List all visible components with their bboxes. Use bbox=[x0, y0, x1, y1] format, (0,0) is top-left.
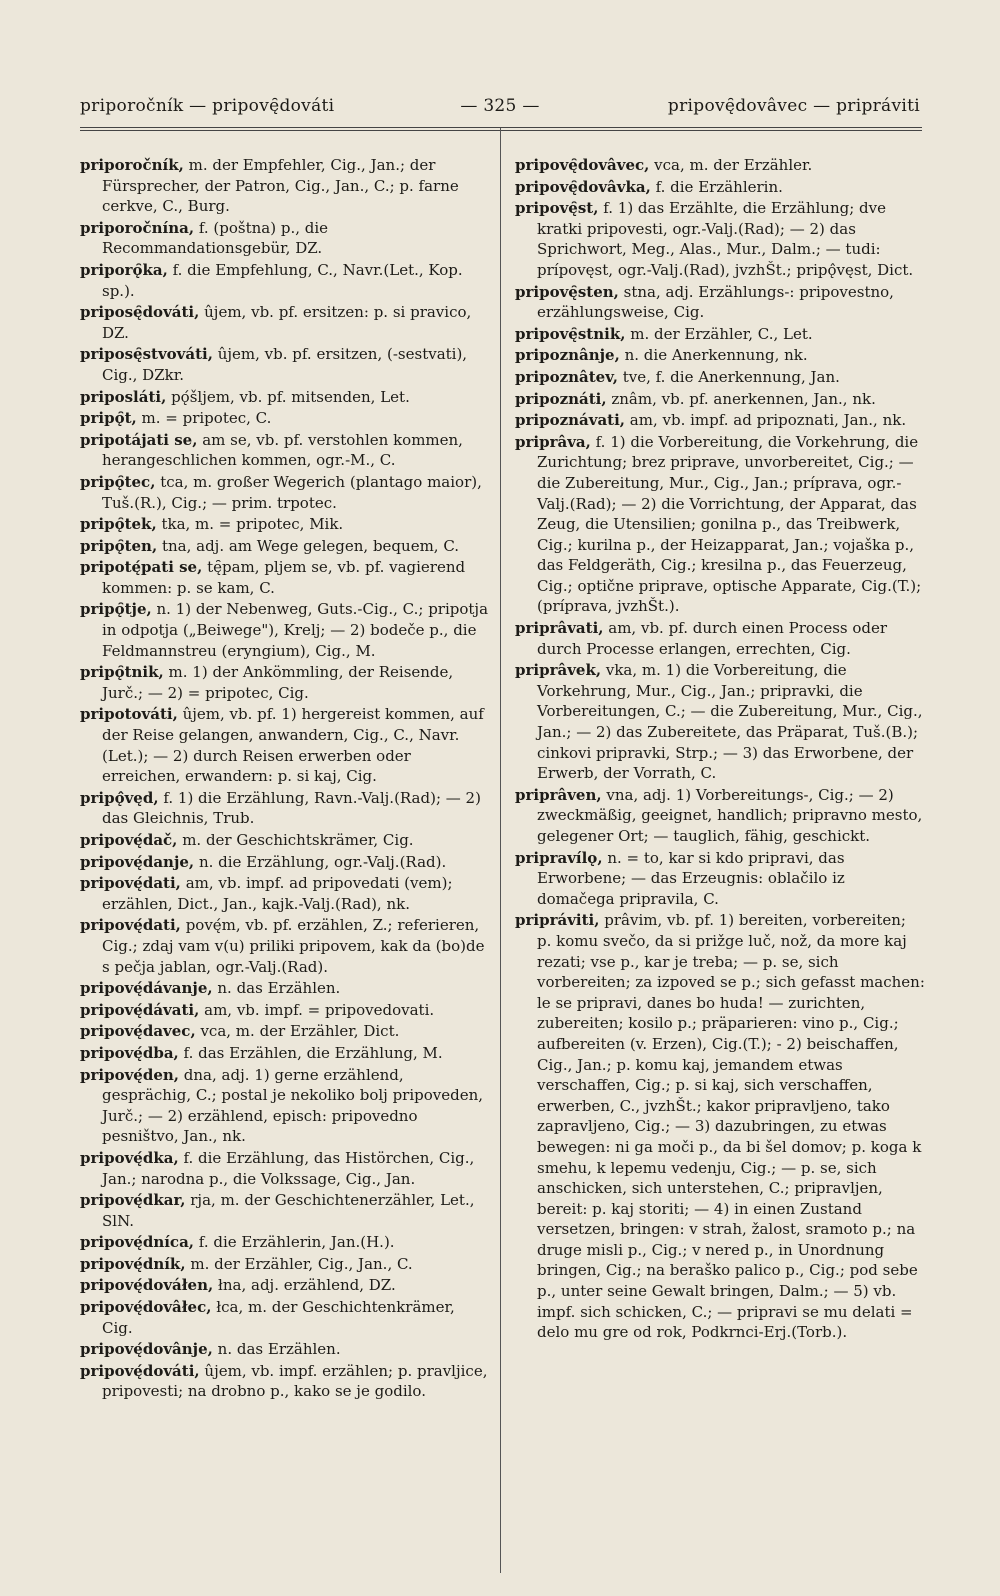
entry-definition: m. = pripotec, C. bbox=[141, 409, 272, 428]
header-rule-top bbox=[80, 127, 922, 128]
entry-headword: priprâva, bbox=[515, 432, 591, 451]
entry-headword: priporǫ̑ka, bbox=[80, 260, 168, 279]
entry-definition: n. 1) der Nebenweg, Guts.-Cig., C.; pripotja in odpotja („Beiwege"), Krelj; — 2) bodeče p., die Feldmannstreu (eryngium), Cig., M. bbox=[102, 600, 489, 660]
dictionary-entry bbox=[515, 177, 925, 198]
dictionary-entry bbox=[80, 1339, 490, 1360]
entry-headword: pripǫ̑tec, bbox=[80, 472, 156, 491]
entry-headword: pripovę́dník, bbox=[80, 1254, 186, 1273]
entry-definition: f. die Erzählerin. bbox=[655, 177, 783, 196]
entry-headword: pripoznânje, bbox=[515, 346, 620, 365]
entry-definition: pǫ́šljem, vb. pf. mitsenden, Let. bbox=[171, 387, 410, 406]
entry-definition: prâvim, vb. pf. 1) bereiten, vorbereiten; p. komu svečo, da si prižge luč, nož, da more kaj rezati; vse p., kar je treba; — p. se, sich vorbereiten; za izpoved se p.; sich gefasst machen: le se pripravi, danes bo huda! — zurichten, zubereiten; kosilo p.; präparieren: vino p., Cig.; aufbereiten (v. Erzen), Cig.(T.); - 2) beischaffen, Cig., Jan.; p. komu kaj, jemandem etwas verschaffen, Cig.; p. si kaj, sich verschaffen, erwerben, C., jvzhŠt.; kakor pripravljeno, tako zapravljeno, Cig.; — 3) dazubringen, zu etwas bewegen: ni ga moči p., da bi šel domov; p. koga k smehu, k lepemu vedenju, Cig.; — p. se, sich anschicken, sich unterstehen, C.; pripravljen, bereit: p. kaj storiti; — 4) in einen Zustand versetzen, bringen: v strah, žalost, sramoto p.; na druge misli p., Cig.; v nered p., in Unordnung bringen, Cig.; na beraško palico p., Cig.; pod sebe p., unter seine Gewalt bringen, Dalm.; — 5) vb. impf. sich schicken, C.; — pripravi se mu delati = delo mu gre od rok, Podkrnci-Erj.(Torb.). bbox=[537, 911, 925, 1342]
dictionary-entry bbox=[80, 1043, 490, 1064]
entry-headword: pripovę̑st, bbox=[515, 199, 599, 218]
entry-definition: f. 1) die Vorbereitung, die Vorkehrung, die Zurichtung; brez priprave, unvorbereitet, Cig.; — die Zubereitung, Mur., Cig., Jan.; príprava, ogr.-Valj.(Rad); — 2) die Vorrichtung, der Apparat, das Zeug, die Utensilien; gonilna p., das Treibwerk, Cig.; kurilna p., der Heizapparat, Jan.; vojaška p., das Feldgeräth, Cig.; kresilna p., das Feuerzeug, Cig.; optične priprave, optische Apparate, Cig.(T.); (príprava, jvzhŠt.). bbox=[537, 432, 922, 616]
entry-headword: pripotájati se, bbox=[80, 430, 198, 449]
entry-headword: pripotováti, bbox=[80, 705, 178, 724]
entry-headword: pripovę́danje, bbox=[80, 852, 195, 871]
dictionary-entry bbox=[80, 1190, 490, 1231]
dictionary-entry bbox=[515, 324, 925, 345]
entry-definition: vna, adj. 1) Vorbereitungs-, Cig.; — 2) zweckmäßig, geeignet, handlich; pripravno mesto, gelegener Ort; — tauglich, fähig, geschickt. bbox=[537, 785, 923, 845]
dictionary-entry bbox=[80, 1297, 490, 1338]
dictionary-entry bbox=[80, 218, 490, 259]
entry-definition: am, vb. impf. = pripovedovati. bbox=[204, 1000, 435, 1019]
dictionary-entry bbox=[80, 260, 490, 301]
entry-definition: m. der Erzähler, C., Let. bbox=[630, 324, 813, 343]
dictionary-entry bbox=[80, 1232, 490, 1253]
entry-headword: priposę̑dováti, bbox=[80, 303, 200, 322]
entry-headword: pripovę́dovânje, bbox=[80, 1340, 213, 1359]
left-column bbox=[80, 155, 490, 1403]
entry-definition: vca, m. der Erzähler, Dict. bbox=[200, 1022, 400, 1041]
dictionary-entry bbox=[80, 1254, 490, 1275]
entry-headword: pripovę̑stnik, bbox=[515, 324, 626, 343]
dictionary-entry bbox=[515, 367, 925, 388]
entry-definition: tka, m. = pripotec, Mik. bbox=[161, 515, 344, 534]
entry-headword: priporočnína, bbox=[80, 218, 195, 237]
entry-definition: znâm, vb. pf. anerkennen, Jan., nk. bbox=[611, 389, 876, 408]
dictionary-entry bbox=[80, 915, 490, 977]
dictionary-entry bbox=[80, 1148, 490, 1189]
entry-headword: pripovę́dba, bbox=[80, 1043, 179, 1062]
dictionary-entry bbox=[80, 662, 490, 703]
dictionary-entry bbox=[80, 155, 490, 217]
dictionary-entry bbox=[80, 1021, 490, 1042]
entry-headword: pripoznávati, bbox=[515, 411, 626, 430]
entry-definition: am se, vb. pf. verstohlen kommen, herangeschlichen kommen, ogr.-M., C. bbox=[102, 430, 463, 470]
dictionary-entry bbox=[515, 432, 925, 617]
header-rule-bottom bbox=[80, 130, 922, 131]
dictionary-entry bbox=[80, 536, 490, 557]
entry-headword: pripráviti, bbox=[515, 911, 600, 930]
dictionary-entry bbox=[80, 830, 490, 851]
running-header bbox=[80, 92, 920, 120]
dictionary-entry bbox=[80, 344, 490, 385]
dictionary-entry bbox=[80, 472, 490, 513]
dictionary-entry bbox=[80, 408, 490, 429]
entry-headword: pripǫ̑tnik, bbox=[80, 663, 164, 682]
dictionary-entry bbox=[80, 873, 490, 914]
entry-definition: f. die Erzählung, das Histörchen, Cig., Jan.; narodna p., die Volkssage, Cig., Jan. bbox=[102, 1148, 475, 1188]
entry-definition: am, vb. pf. durch einen Process oder durch Processe erlangen, errechten, Cig. bbox=[537, 619, 888, 658]
column-divider bbox=[500, 128, 501, 1573]
entry-definition: n. = to, kar si kdo pripravi, das Erworbene; — das Erzeugnis: oblačilo iz domačega pripravila, C. bbox=[537, 848, 845, 908]
entry-definition: tna, adj. am Wege gelegen, bequem, C. bbox=[161, 536, 460, 555]
entry-definition: povę́m, vb. pf. erzählen, Z.; referieren, Cig.; zdaj vam v(u) priliki pripovem, kak da (bo)de s pečja jablan, ogr.-Valj.(Rad). bbox=[102, 916, 485, 976]
dictionary-entry bbox=[80, 852, 490, 873]
dictionary-entry bbox=[515, 345, 925, 366]
entry-definition: am, vb. impf. ad pripovedati (vem); erzählen, Dict., Jan., kajk.-Valj.(Rad), nk. bbox=[102, 874, 453, 913]
entry-headword: pripovę́dati, bbox=[80, 874, 181, 893]
dictionary-entry bbox=[515, 660, 925, 784]
entry-headword: pripovę́dati, bbox=[80, 916, 181, 935]
dictionary-entry bbox=[80, 1361, 490, 1402]
header-left-guideword: priporočník — pripovę̑dováti bbox=[80, 96, 335, 116]
entry-headword: pripovę́dávati, bbox=[80, 1000, 200, 1019]
entry-headword: pripovę́dovâłec, bbox=[80, 1298, 212, 1317]
entry-headword: priprâven, bbox=[515, 785, 602, 804]
dictionary-entry bbox=[515, 410, 925, 431]
entry-definition: vca, m. der Erzähler. bbox=[654, 156, 813, 174]
entry-headword: pripǫ̑tek, bbox=[80, 515, 157, 534]
dictionary-entry bbox=[515, 618, 925, 659]
entry-definition: m. 1) der Ankömmling, der Reisende, Jurč.; — 2) = pripotec, Cig. bbox=[102, 663, 454, 702]
entry-headword: pripovę́den, bbox=[80, 1065, 180, 1084]
entry-headword: pripovę́dka, bbox=[80, 1148, 179, 1167]
entry-definition: tve, f. die Anerkennung, Jan. bbox=[622, 367, 840, 386]
entry-definition: łna, adj. erzählend, DZ. bbox=[218, 1276, 396, 1295]
page-number: — 325 — bbox=[460, 96, 540, 116]
entry-definition: n. die Erzählung, ogr.-Valj.(Rad). bbox=[198, 852, 447, 871]
entry-headword: priposę̑stvováti, bbox=[80, 345, 213, 364]
entry-definition: rja, m. der Geschichtenerzähler, Let., SlN. bbox=[102, 1191, 475, 1230]
entry-headword: pripotę́pati se, bbox=[80, 558, 203, 577]
entry-definition: tca, m. großer Wegerich (plantago maior), Tuš.(R.), Cig.; — prim. trpotec. bbox=[102, 472, 482, 512]
entry-definition: dna, adj. 1) gerne erzählend, gesprächig, C.; postal je nekoliko bolj pripoveden, Jurč.; — 2) erzählend, episch: pripovedno pesništvo, Jan., nk. bbox=[102, 1065, 484, 1146]
entry-headword: pripoznáti, bbox=[515, 389, 607, 408]
entry-headword: pripovę̑sten, bbox=[515, 282, 619, 301]
entry-definition: ûjem, vb. impf. erzählen; p. pravljice, pripovesti; na drobno p., kako se je godilo. bbox=[102, 1361, 488, 1401]
entry-headword: pripǫ̑tje, bbox=[80, 600, 152, 619]
header-right-guideword: pripovę̑dovâvec — pripráviti bbox=[667, 96, 920, 116]
entry-headword: pripravílǫ, bbox=[515, 848, 603, 867]
entry-headword: pripovę̑dovâvec, bbox=[515, 156, 650, 174]
dictionary-entry bbox=[80, 1065, 490, 1147]
entry-definition: stna, adj. Erzählungs-: pripovestno, erzählungsweise, Cig. bbox=[537, 282, 894, 322]
entry-headword: priprâvati, bbox=[515, 619, 604, 638]
dictionary-entry bbox=[80, 978, 490, 999]
entry-definition: f. die Erzählerin, Jan.(H.). bbox=[198, 1233, 395, 1252]
entry-headword: pripovę́dač, bbox=[80, 831, 178, 849]
entry-headword: pripovę́dováłen, bbox=[80, 1276, 214, 1295]
entry-definition: vka, m. 1) die Vorbereitung, die Vorkehrung, Mur., Cig., Jan.; pripravki, die Vorbereitungen, C.; — die Zubereitung, Mur., Cig., Jan.; — 2) das Zubereitete, das Präparat, Tuš.(B.); cinkovi pripravki, Strp.; — 3) das Erworbene, der Erwerb, der Vorrath, C. bbox=[537, 661, 923, 783]
entry-definition: tę̑pam, pljem se, vb. pf. vagierend kommen: p. se kam, C. bbox=[102, 558, 466, 597]
entry-definition: ûjem, vb. pf. ersitzen: p. si pravico, DZ. bbox=[102, 303, 472, 342]
entry-headword: priposláti, bbox=[80, 387, 167, 406]
dictionary-entry bbox=[80, 1000, 490, 1021]
entry-headword: priprâvek, bbox=[515, 661, 602, 680]
entry-definition: f. (poštna) p., die Recommandationsgebür, DZ. bbox=[102, 218, 329, 258]
entry-definition: ûjem, vb. pf. ersitzen, (-sestvati), Cig., DZkr. bbox=[102, 345, 468, 384]
entry-headword: pripovę̑dovâvka, bbox=[515, 177, 651, 196]
dictionary-entry bbox=[80, 788, 490, 829]
dictionary-entry bbox=[515, 155, 925, 176]
dictionary-entry bbox=[515, 282, 925, 323]
entry-definition: f. 1) das Erzählte, die Erzählung; dve kratki pripovesti, ogr.-Valj.(Rad); — 2) das Sprichwort, Meg., Alas., Mur., Dalm.; — tudi: prípovęst, ogr.-Valj.(Rad), jvzhŠt.; pripǫ̂vęst, Dict. bbox=[537, 199, 914, 279]
entry-definition: m. der Empfehler, Cig., Jan.; der Fürsprecher, der Patron, Cig., Jan., C.; p. farne cerkve, C., Burg. bbox=[102, 156, 459, 216]
entry-headword: pripovę́davec, bbox=[80, 1022, 196, 1041]
entry-definition: am, vb. impf. ad pripoznati, Jan., nk. bbox=[629, 411, 907, 430]
entry-definition: m. der Geschichtskrämer, Cig. bbox=[182, 831, 414, 849]
dictionary-entry bbox=[515, 910, 925, 1342]
entry-definition: f. 1) die Erzählung, Ravn.-Valj.(Rad); — 2) das Gleichnis, Trub. bbox=[102, 788, 481, 828]
dictionary-entry bbox=[515, 785, 925, 847]
entry-definition: n. das Erzählen. bbox=[217, 1340, 341, 1359]
entry-headword: pripǫ̑ten, bbox=[80, 536, 158, 555]
right-column bbox=[515, 155, 925, 1344]
dictionary-entry bbox=[80, 557, 490, 598]
entry-headword: pripovę́dávanje, bbox=[80, 979, 213, 998]
entry-headword: pripǫ̑t, bbox=[80, 409, 137, 428]
entry-headword: pripovę́dníca, bbox=[80, 1233, 195, 1252]
dictionary-entry bbox=[80, 1275, 490, 1296]
entry-headword: pripovę́dováti, bbox=[80, 1361, 200, 1380]
dictionary-entry bbox=[80, 599, 490, 661]
dictionary-entry bbox=[80, 302, 490, 343]
entry-definition: n. das Erzählen. bbox=[217, 979, 341, 998]
entry-headword: priporočník, bbox=[80, 156, 184, 174]
dictionary-entry bbox=[515, 198, 925, 280]
dictionary-entry bbox=[80, 514, 490, 535]
entry-definition: f. das Erzählen, die Erzählung, M. bbox=[183, 1043, 443, 1062]
entry-headword: pripoznâtev, bbox=[515, 367, 618, 386]
entry-headword: pripovę́dkar, bbox=[80, 1191, 186, 1210]
entry-headword: pripǫ̂vęd, bbox=[80, 788, 159, 807]
dictionary-entry bbox=[80, 430, 490, 471]
entry-definition: f. die Empfehlung, C., Navr.(Let., Kop. sp.). bbox=[102, 260, 463, 300]
dictionary-entry bbox=[80, 387, 490, 408]
dictionary-entry bbox=[515, 848, 925, 910]
entry-definition: ûjem, vb. pf. 1) hergereist kommen, auf der Reise gelangen, anwandern, Cig., C., Navr.(Let.); — 2) durch Reisen erwerben oder erreichen, erwandern: p. si kaj, Cig. bbox=[102, 705, 484, 786]
entry-definition: m. der Erzähler, Cig., Jan., C. bbox=[190, 1254, 413, 1273]
dictionary-entry bbox=[80, 704, 490, 786]
entry-definition: łca, m. der Geschichtenkrämer, Cig. bbox=[102, 1298, 455, 1337]
entry-definition: n. die Anerkennung, nk. bbox=[624, 346, 808, 365]
dictionary-entry bbox=[515, 389, 925, 410]
